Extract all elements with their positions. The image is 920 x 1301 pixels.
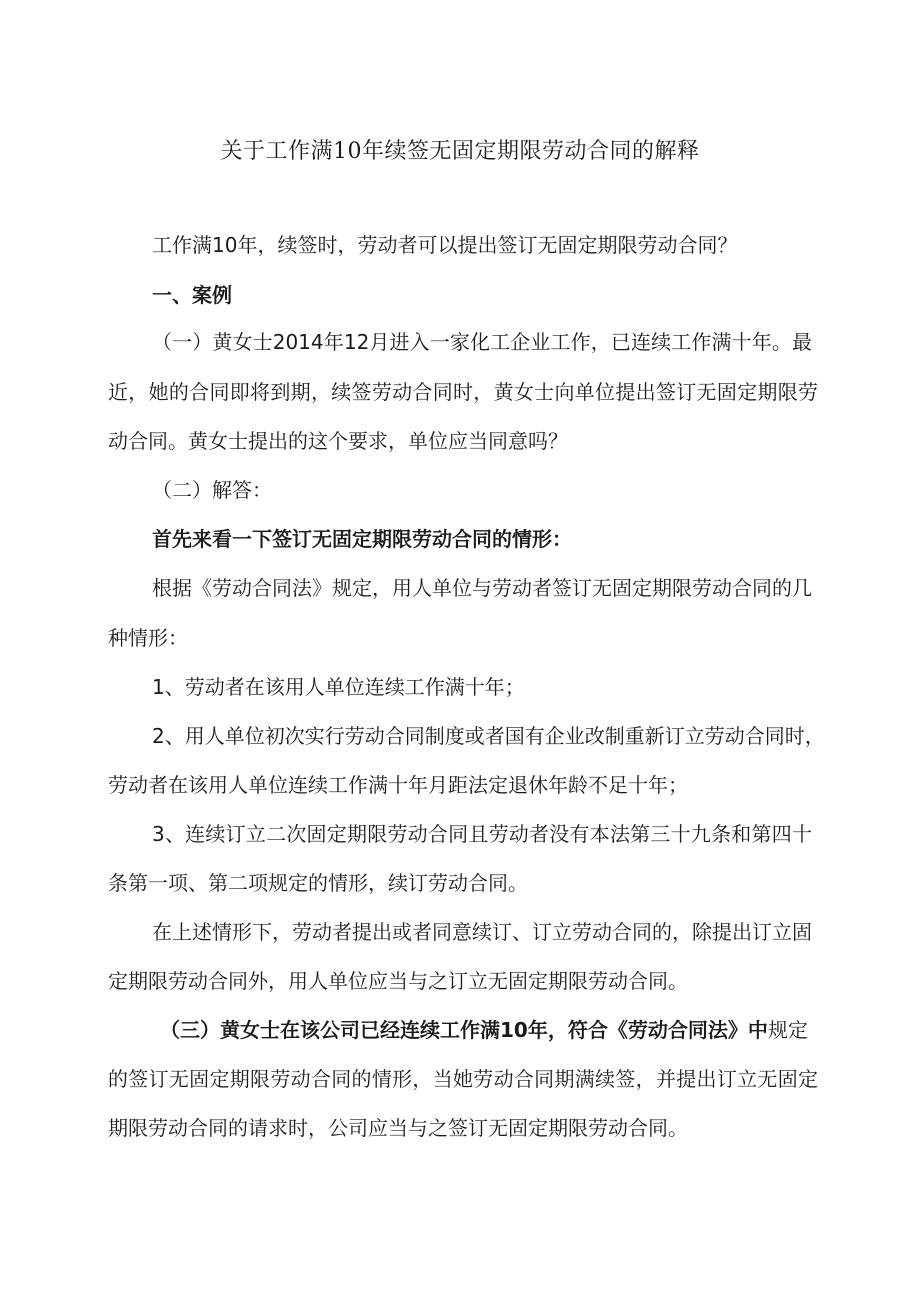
conclusion-line-2: 的签订无固定期限劳动合同的情形，当她劳动合同期满续签，并提出订立无固定: [108, 1067, 818, 1091]
document-title: 关于工作满10年续签无固定期限劳动合同的解释: [220, 139, 700, 164]
summary-line-2: 定期限劳动合同外，用人单位应当与之订立无固定期限劳动合同。: [108, 969, 688, 993]
law-line-2: 种情形：: [108, 626, 188, 650]
case-line-2: 近，她的合同即将到期，续签劳动合同时，黄女士向单位提出签订无固定期限劳: [108, 380, 818, 404]
conclusion-bold-text: （三）黄女士在该公司已经连续工作满10年，符合《劳动合同法》中: [160, 1018, 768, 1042]
conclusion-line-3: 期限劳动合同的请求时，公司应当与之签订无固定期限劳动合同。: [108, 1116, 688, 1140]
section-heading-case: 一、案例: [152, 283, 232, 307]
summary-line-1: 在上述情形下，劳动者提出或者同意续订、订立劳动合同的，除提出订立固: [152, 920, 812, 944]
item-3-line-2: 条第一项、第二项规定的情形，续订劳动合同。: [108, 871, 528, 895]
conclusion-regular-text: 规定: [767, 1018, 808, 1042]
law-line-1: 根据《劳动合同法》规定，用人单位与劳动者签订无固定期限劳动合同的几: [152, 576, 812, 600]
item-3-line-1: 3、连续订立二次固定期限劳动合同且劳动者没有本法第三十九条和第四十: [152, 822, 812, 846]
case-line-3: 动合同。黄女士提出的这个要求，单位应当同意吗？: [108, 429, 568, 453]
question-text: 工作满10年，续签时，劳动者可以提出签订无固定期限劳动合同？: [152, 233, 738, 257]
item-2-line-2: 劳动者在该用人单位连续工作满十年月距法定退休年龄不足十年；: [108, 773, 688, 797]
item-1: 1、劳动者在该用人单位连续工作满十年；: [152, 675, 525, 699]
item-2-line-1: 2、用人单位初次实行劳动合同制度或者国有企业改制重新订立劳动合同时，: [152, 724, 825, 748]
conclusion-line-1: [160, 1014, 808, 1046]
answer-heading: （二）解答：: [152, 478, 272, 502]
answer-intro: 首先来看一下签订无固定期限劳动合同的情形：: [152, 527, 572, 551]
case-line-1: （一）黄女士2014年12月进入一家化工企业工作，已连续工作满十年。最: [152, 330, 812, 354]
